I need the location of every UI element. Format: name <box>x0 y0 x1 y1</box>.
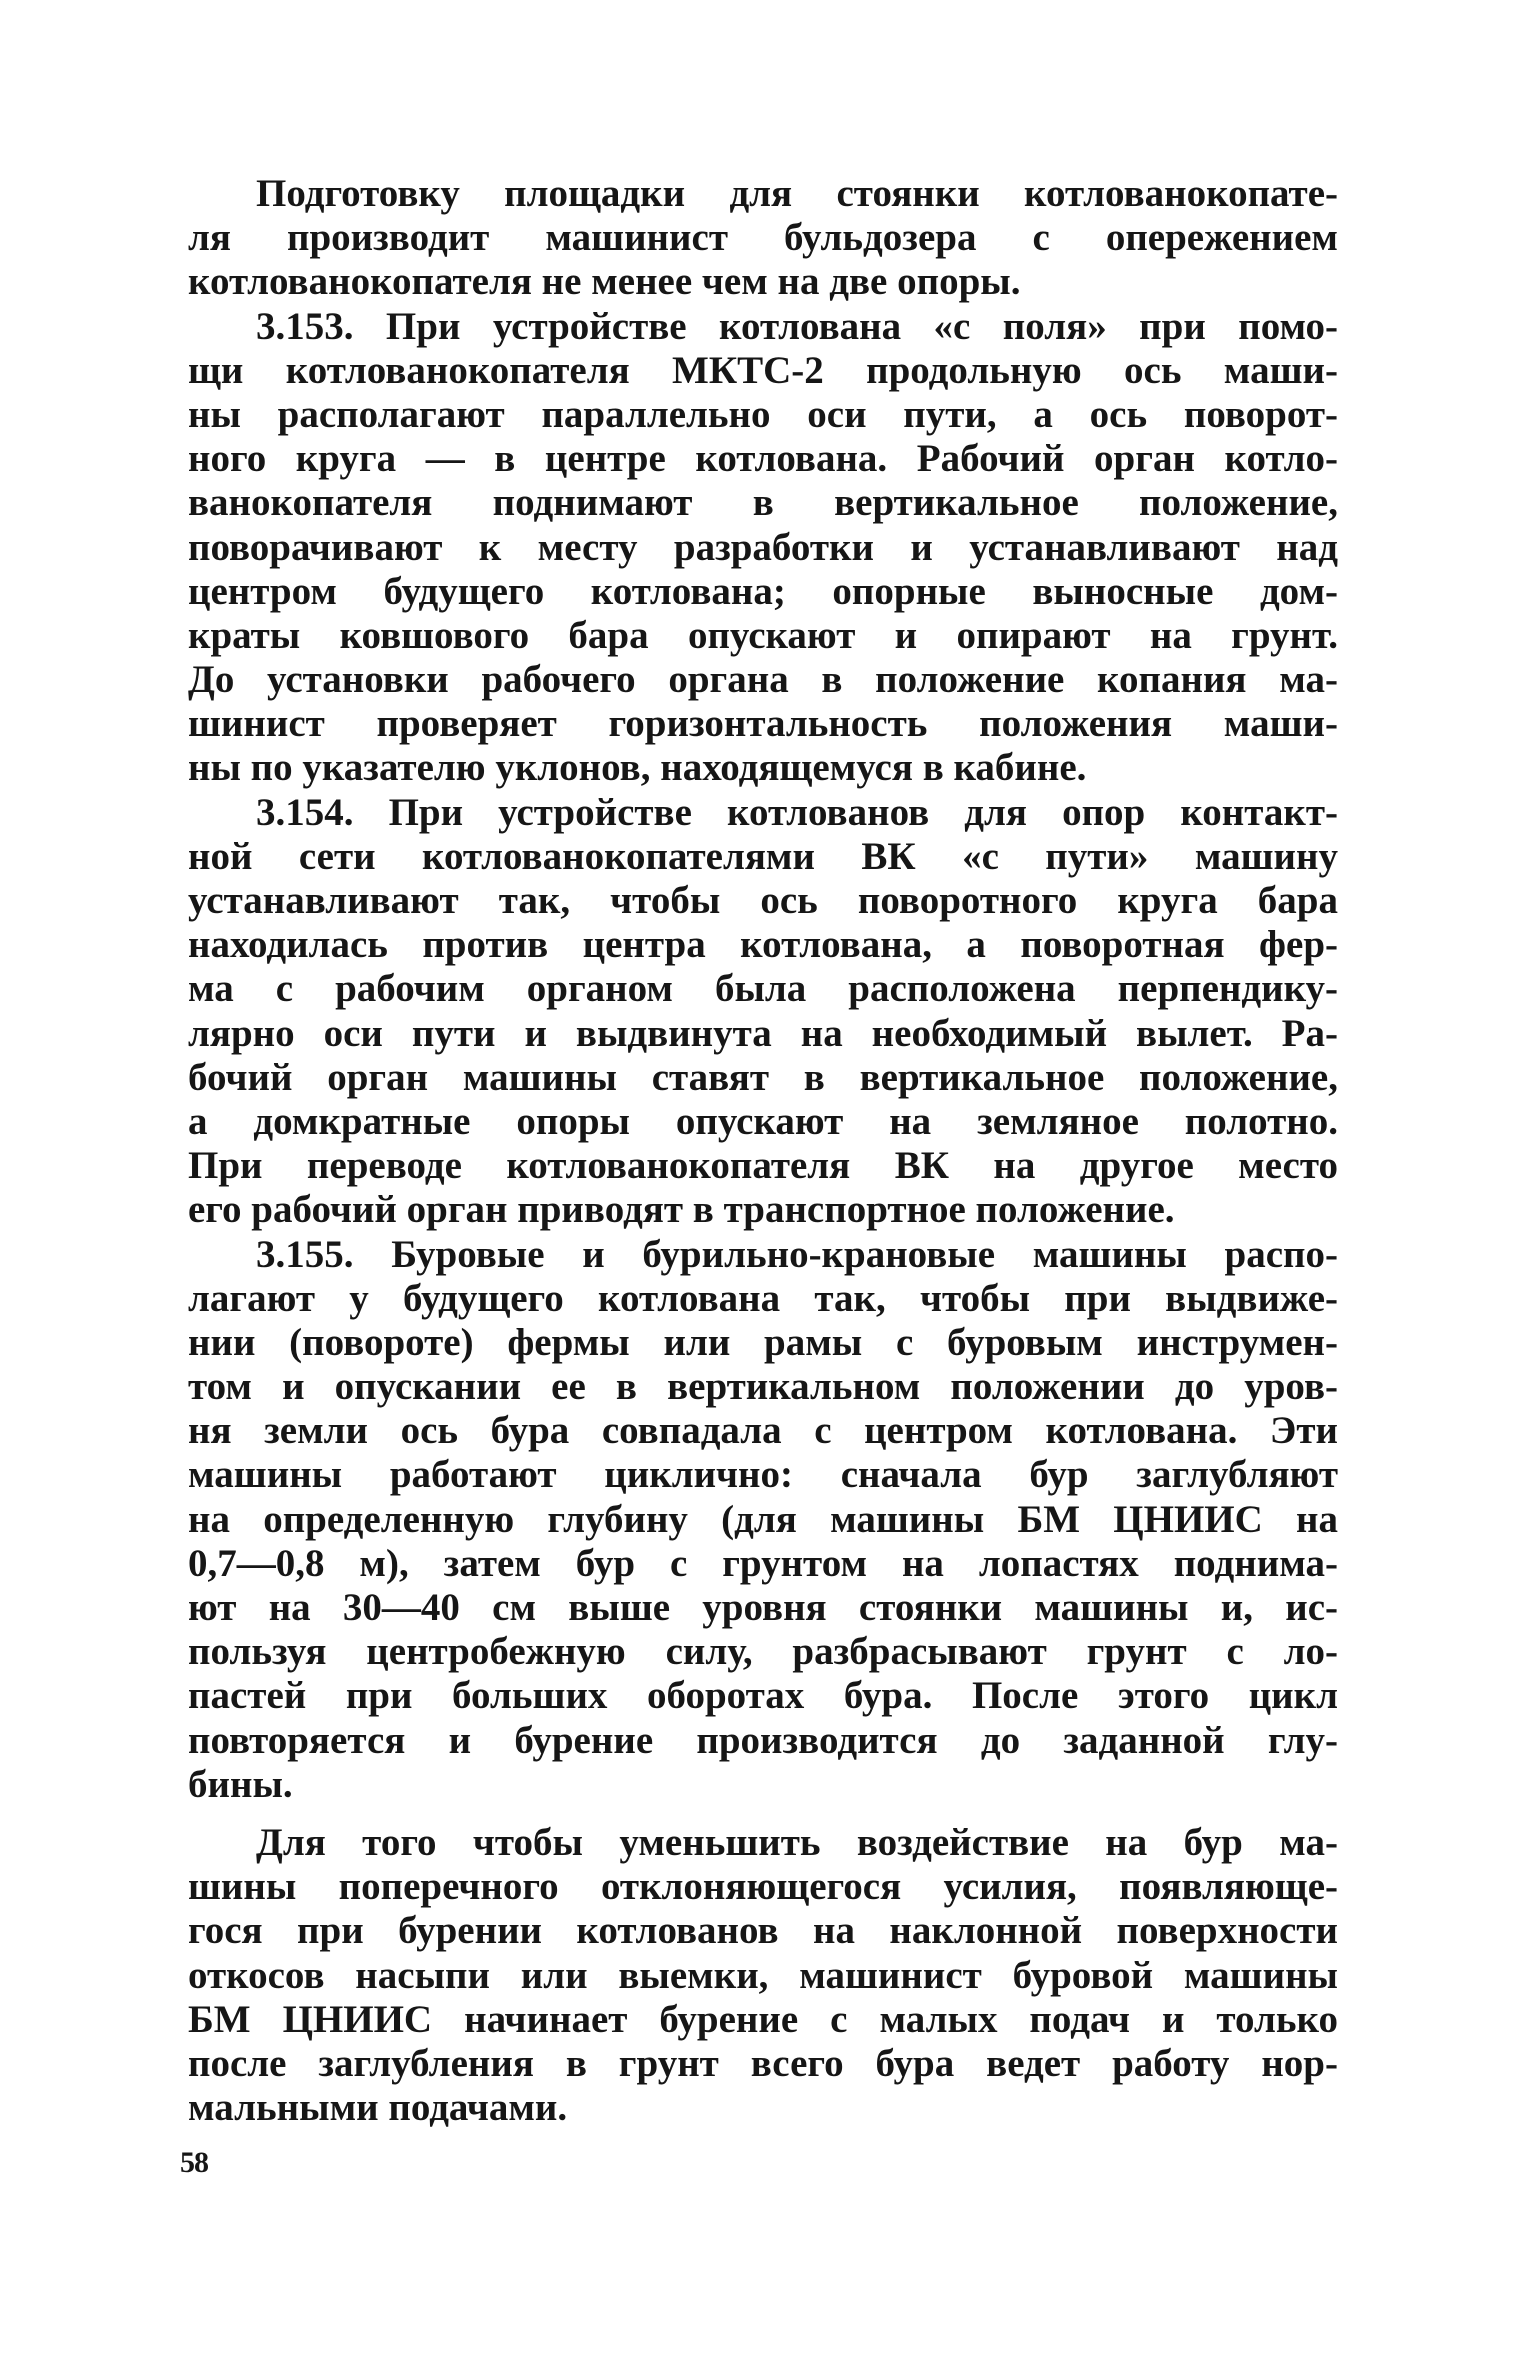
text-line: бочий орган машины ставят в вертикальное положение, <box>188 1055 1338 1099</box>
text-line: том и опускании ее в вертикальном положении до уров- <box>188 1365 1338 1409</box>
text-line: находилась против центра котлована, а поворотная фер- <box>188 923 1338 967</box>
text-line: пастей при больших оборотах бура. После этого цикл <box>188 1674 1338 1718</box>
text-line: 3.155. Буровые и бурильно-крановые машины распо- <box>256 1232 1338 1276</box>
text-line: При переводе котлованокопателя ВК на другое место <box>188 1144 1338 1188</box>
document-page <box>188 172 1338 2232</box>
text-line: ля производит машинист бульдозера с опережением <box>188 216 1338 260</box>
text-line: краты ковшового бара опускают и опирают на грунт. <box>188 613 1338 657</box>
text-line: шинист проверяет горизонтальность положения маши- <box>188 702 1338 746</box>
text-line: центром будущего котлована; опорные выносные дом- <box>188 569 1338 613</box>
page-number: 58 <box>180 2146 208 2179</box>
text-line: щи котлованокопателя МКТС-2 продольную ось маши- <box>188 348 1338 392</box>
paragraph-3-153 <box>188 305 1338 791</box>
text-line: нии (повороте) фермы или рамы с буровым инструмен- <box>188 1320 1338 1364</box>
text-line: лагают у будущего котлована так, чтобы при выдвиже- <box>188 1276 1338 1320</box>
text-line: повторяется и бурение производится до заданной глу- <box>188 1718 1338 1762</box>
paragraph-3-154 <box>188 791 1338 1233</box>
text-line: лярно оси пути и выдвинута на необходимый вылет. Ра- <box>188 1011 1338 1055</box>
text-line: Для того чтобы уменьшить воздействие на бур ма- <box>256 1820 1338 1864</box>
text-line: откосов насыпи или выемки, машинист буровой машины <box>188 1953 1338 1997</box>
text-line: ной сети котлованокопателями ВК «с пути» машину <box>188 834 1338 878</box>
text-line: ня земли ось бура совпадала с центром котлована. Эти <box>188 1409 1338 1453</box>
text-line: ны располагают параллельно оси пути, а ось поворот- <box>188 392 1338 436</box>
text-line: 0,7—0,8 м), затем бур с грунтом на лопастях поднима- <box>188 1541 1338 1585</box>
text-line: ма с рабочим органом была расположена перпендику- <box>188 967 1338 1011</box>
paragraph-3-155 <box>188 1233 1338 1807</box>
text-line: шины поперечного отклоняющегося усилия, появляюще- <box>188 1865 1338 1909</box>
text-line: после заглубления в грунт всего бура ведет работу нор- <box>188 2041 1338 2085</box>
text-line: мальными подачами. <box>188 2086 568 2130</box>
text-line: БМ ЦНИИС начинает бурение с малых подач и только <box>188 1997 1338 2041</box>
text-line: бины. <box>188 1762 293 1806</box>
text-line: 3.154. При устройстве котлованов для опор контакт- <box>256 790 1338 834</box>
text-line: поворачивают к месту разработки и устанавливают над <box>188 525 1338 569</box>
text-line: пользуя центробежную силу, разбрасывают грунт с ло- <box>188 1630 1338 1674</box>
text-line: гося при бурении котлованов на наклонной поверхности <box>188 1909 1338 1953</box>
paragraph-intro <box>188 172 1338 305</box>
text-line: устанавливают так, чтобы ось поворотного круга бара <box>188 879 1338 922</box>
text-line: До установки рабочего органа в положение копания ма- <box>188 658 1338 702</box>
text-line: Подготовку площадки для стоянки котлованокопате- <box>256 172 1338 215</box>
paragraph-spacer <box>188 1807 1338 1821</box>
text-line: ванокопателя поднимают в вертикальное положение, <box>188 481 1338 525</box>
text-line: а домкратные опоры опускают на земляное полотно. <box>188 1099 1338 1143</box>
text-line: котлованокопателя не менее чем на две опоры. <box>188 260 1021 304</box>
text-line: 3.153. При устройстве котлована «с поля» при помо- <box>256 304 1338 348</box>
text-line: ют на 30—40 см выше уровня стоянки машины и, ис- <box>188 1586 1338 1629</box>
text-line: его рабочий орган приводят в транспортное положение. <box>188 1188 1175 1232</box>
paragraph-closing <box>188 1821 1338 2130</box>
text-line: ны по указателю уклонов, находящемуся в кабине. <box>188 746 1087 790</box>
text-line: на определенную глубину (для машины БМ ЦНИИС на <box>188 1497 1338 1541</box>
text-line: ного круга — в центре котлована. Рабочий орган котло- <box>188 437 1338 481</box>
text-line: машины работают циклично: сначала бур заглубляют <box>188 1453 1338 1497</box>
